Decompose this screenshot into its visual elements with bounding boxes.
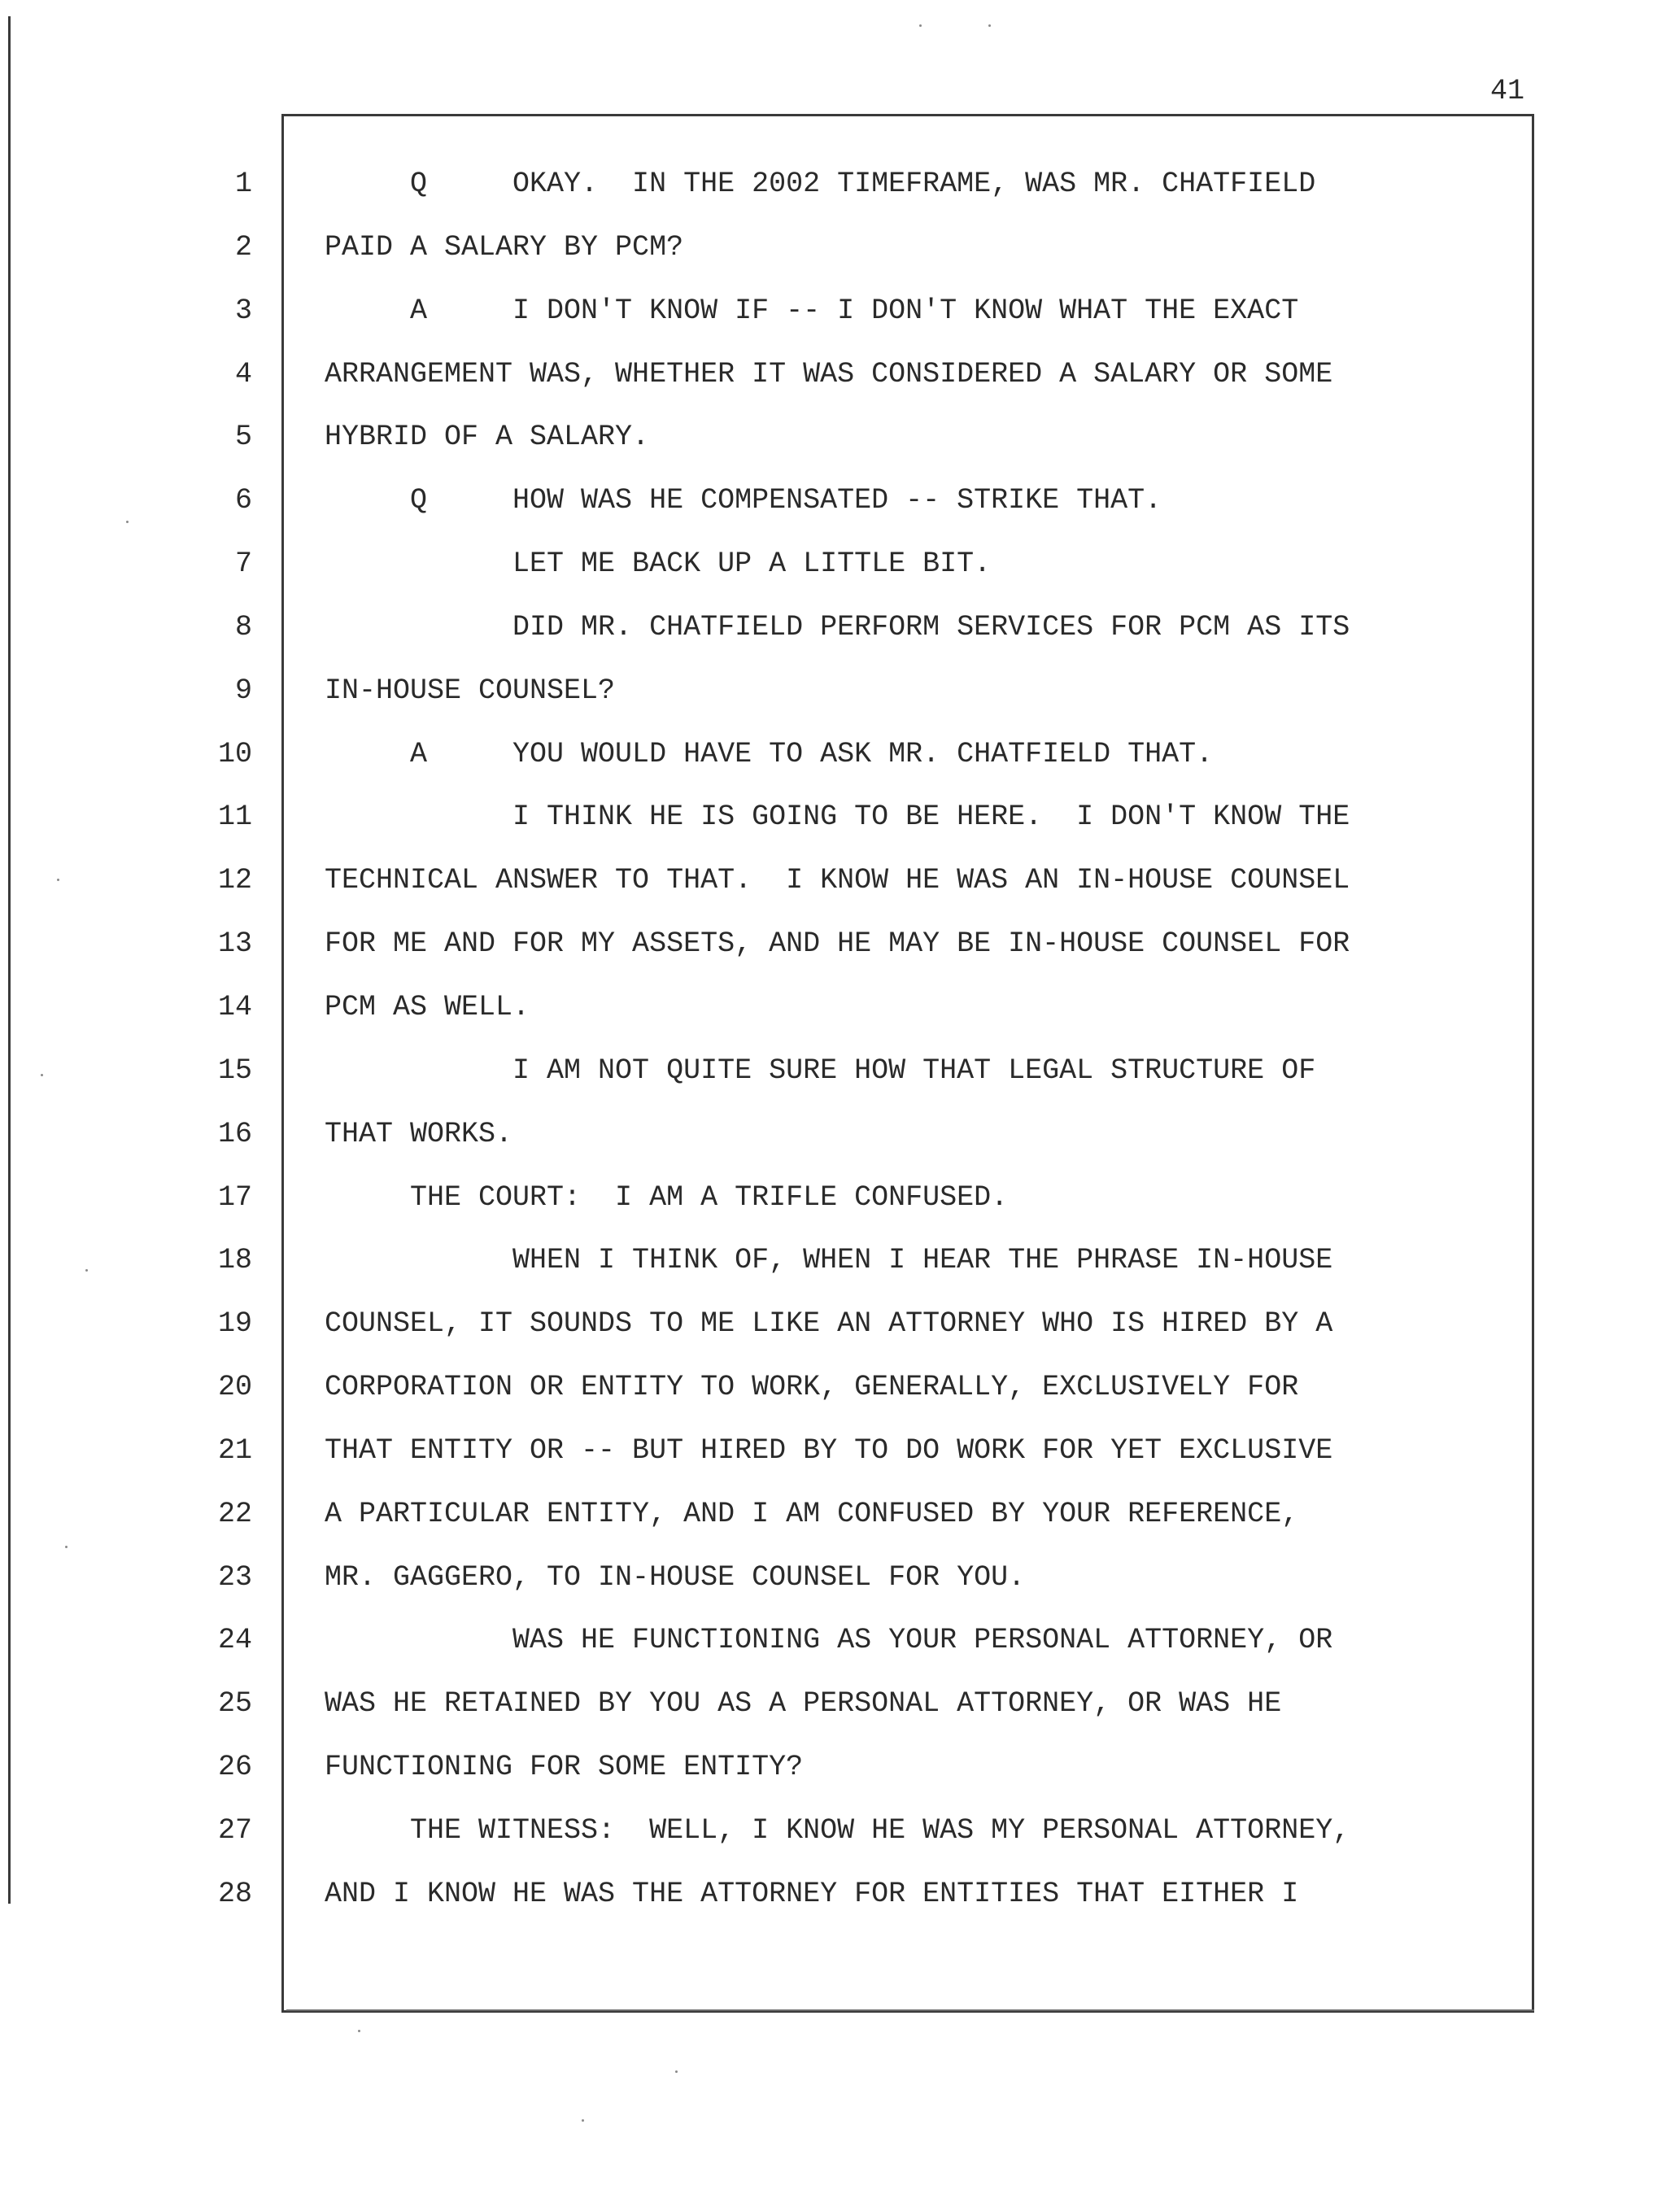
scan-speck [65, 1546, 68, 1548]
scan-speck [675, 2070, 678, 2073]
line-number: 2 [234, 230, 252, 264]
transcript-line: WAS HE RETAINED BY YOU AS A PERSONAL ATTORNEY, OR WAS HE [325, 1687, 1282, 1721]
line-number: 1 [234, 168, 252, 200]
line-number: 14 [217, 990, 252, 1023]
transcript-line: IN-HOUSE COUNSEL? [325, 674, 616, 707]
scan-speck [988, 24, 991, 27]
transcript-line: AND I KNOW HE WAS THE ATTORNEY FOR ENTITIES THAT EITHER I [325, 1877, 1299, 1910]
transcript-line: Q HOW WAS HE COMPENSATED -- STRIKE THAT. [325, 484, 1162, 517]
line-number-column [187, 164, 252, 1937]
scan-speck [126, 521, 129, 523]
line-number: 7 [234, 548, 252, 581]
transcript-line: DID MR. CHATFIELD PERFORM SERVICES FOR PCM AS ITS [325, 610, 1350, 644]
line-number: 18 [217, 1244, 252, 1277]
line-number: 10 [217, 737, 252, 770]
line-number: 17 [217, 1180, 252, 1214]
line-number: 13 [217, 927, 252, 961]
scan-speck [919, 24, 922, 27]
transcript-line: PCM AS WELL. [325, 990, 530, 1023]
scan-left-edge-line [8, 16, 11, 1904]
line-number: 15 [217, 1054, 252, 1087]
transcript-line: THE COURT: I AM A TRIFLE CONFUSED. [325, 1180, 1009, 1214]
line-number: 20 [217, 1371, 252, 1404]
line-number: 24 [217, 1624, 252, 1657]
transcript-line: FUNCTIONING FOR SOME ENTITY? [325, 1751, 804, 1784]
transcript-line: Q OKAY. IN THE 2002 TIMEFRAME, WAS MR. CHATFIELD [325, 168, 1316, 200]
line-number: 27 [217, 1813, 252, 1847]
transcript-line: A I DON'T KNOW IF -- I DON'T KNOW WHAT THE EXACT [325, 294, 1299, 327]
transcript-line: FOR ME AND FOR MY ASSETS, AND HE MAY BE IN-HOUSE COUNSEL FOR [325, 927, 1350, 961]
transcript-line: TECHNICAL ANSWER TO THAT. I KNOW HE WAS AN IN-HOUSE COUNSEL [325, 864, 1350, 897]
scan-speck [57, 879, 59, 881]
line-number: 3 [234, 294, 252, 327]
line-number: 4 [234, 357, 252, 390]
transcript-line: THAT ENTITY OR -- BUT HIRED BY TO DO WORK FOR YET EXCLUSIVE [325, 1433, 1333, 1467]
transcript-line: ARRANGEMENT WAS, WHETHER IT WAS CONSIDERED A SALARY OR SOME [325, 357, 1333, 390]
line-number: 12 [217, 864, 252, 897]
line-number: 25 [217, 1687, 252, 1721]
transcript-line: I AM NOT QUITE SURE HOW THAT LEGAL STRUCTURE OF [325, 1054, 1316, 1087]
transcript-line: THAT WORKS. [325, 1117, 513, 1150]
transcript-line: I THINK HE IS GOING TO BE HERE. I DON'T KNOW THE [325, 801, 1350, 834]
scan-speck [582, 2119, 584, 2122]
transcript-line: THE WITNESS: WELL, I KNOW HE WAS MY PERSONAL ATTORNEY, [325, 1813, 1350, 1847]
page-number: 41 [1489, 75, 1524, 107]
transcript-line: CORPORATION OR ENTITY TO WORK, GENERALLY, EXCLUSIVELY FOR [325, 1371, 1299, 1404]
line-number: 21 [217, 1433, 252, 1467]
transcript-line: A PARTICULAR ENTITY, AND I AM CONFUSED BY YOUR REFERENCE, [325, 1497, 1299, 1530]
line-number: 23 [217, 1560, 252, 1594]
line-number: 22 [217, 1497, 252, 1530]
line-number: 9 [234, 674, 252, 707]
line-number: 11 [217, 801, 252, 834]
line-number: 28 [217, 1877, 252, 1910]
line-number: 6 [234, 484, 252, 517]
scan-speck [358, 2030, 360, 2032]
scan-speck [85, 1269, 88, 1272]
transcript-line: COUNSEL, IT SOUNDS TO ME LIKE AN ATTORNEY WHO IS HIRED BY A [325, 1307, 1333, 1341]
frame-bottom-shadow [286, 2009, 1534, 2011]
transcript-line: A YOU WOULD HAVE TO ASK MR. CHATFIELD THAT. [325, 737, 1214, 770]
transcript-line: WHEN I THINK OF, WHEN I HEAR THE PHRASE IN-HOUSE [325, 1244, 1333, 1277]
line-number: 16 [217, 1117, 252, 1150]
line-number: 26 [217, 1751, 252, 1784]
transcript-text [325, 164, 1512, 1937]
line-number: 19 [217, 1307, 252, 1341]
transcript-line: LET ME BACK UP A LITTLE BIT. [325, 548, 992, 581]
transcript-line: PAID A SALARY BY PCM? [325, 230, 684, 264]
line-number: 8 [234, 610, 252, 644]
transcript-line: MR. GAGGERO, TO IN-HOUSE COUNSEL FOR YOU. [325, 1560, 1026, 1594]
line-number: 5 [234, 421, 252, 454]
scan-speck [41, 1074, 43, 1076]
transcript-line: WAS HE FUNCTIONING AS YOUR PERSONAL ATTORNEY, OR [325, 1624, 1333, 1657]
transcript-line: HYBRID OF A SALARY. [325, 421, 650, 454]
